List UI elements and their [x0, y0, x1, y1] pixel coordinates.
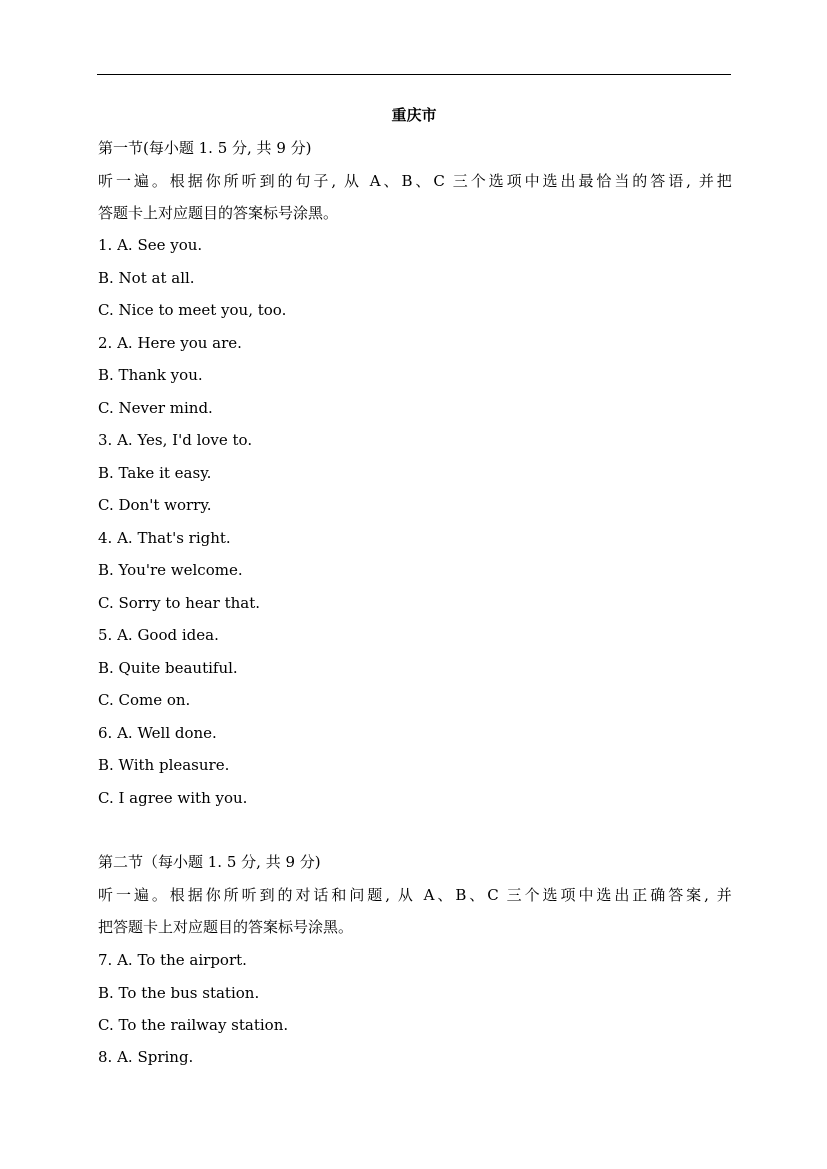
question-3-option-b: B. Take it easy.	[98, 464, 212, 482]
question-1-option-a: 1. A. See you.	[98, 236, 203, 254]
question-5-option-b: B. Quite beautiful.	[98, 659, 238, 677]
question-4-option-b: B. You're welcome.	[98, 561, 243, 579]
question-1-option-b: B. Not at all.	[98, 269, 195, 287]
question-7-option-a: 7. A. To the airport.	[98, 951, 247, 969]
question-8-option-a: 8. A. Spring.	[98, 1048, 194, 1066]
question-2-option-a: 2. A. Here you are.	[98, 334, 242, 352]
page-title: 重庆市	[391, 106, 437, 124]
question-2-option-b: B. Thank you.	[98, 366, 203, 384]
question-6-option-b: B. With pleasure.	[98, 756, 230, 774]
section-2-instruction-line-2: 把答题卡上对应题目的答案标号涂黑。	[98, 918, 354, 936]
question-6-option-c: C. I agree with you.	[98, 789, 248, 807]
header-rule	[97, 74, 731, 75]
question-5-option-c: C. Come on.	[98, 691, 191, 709]
question-4-option-c: C. Sorry to hear that.	[98, 594, 261, 612]
question-1-option-c: C. Nice to meet you, too.	[98, 301, 287, 319]
question-3-option-a: 3. A. Yes, I'd love to.	[98, 431, 253, 449]
question-5-option-a: 5. A. Good idea.	[98, 626, 219, 644]
question-4-option-a: 4. A. That's right.	[98, 529, 231, 547]
section-1-heading: 第一节(每小题 1. 5 分, 共 9 分)	[98, 139, 312, 157]
question-6-option-a: 6. A. Well done.	[98, 724, 217, 742]
section-1-instruction-line-2: 答题卡上对应题目的答案标号涂黑。	[98, 204, 339, 222]
question-7-option-b: B. To the bus station.	[98, 984, 260, 1002]
question-7-option-c: C. To the railway station.	[98, 1016, 289, 1034]
section-2-heading: 第二节（每小题 1. 5 分, 共 9 分)	[98, 853, 321, 871]
question-3-option-c: C. Don't worry.	[98, 496, 212, 514]
question-2-option-c: C. Never mind.	[98, 399, 213, 417]
section-1-instruction-line-1: 听一遍。根据你所听到的句子, 从 A、B、C 三个选项中选出最恰当的答语, 并把	[98, 172, 732, 190]
section-2-instruction-line-1: 听一遍。根据你所听到的对话和问题, 从 A、B、C 三个选项中选出正确答案, 并	[98, 886, 732, 904]
